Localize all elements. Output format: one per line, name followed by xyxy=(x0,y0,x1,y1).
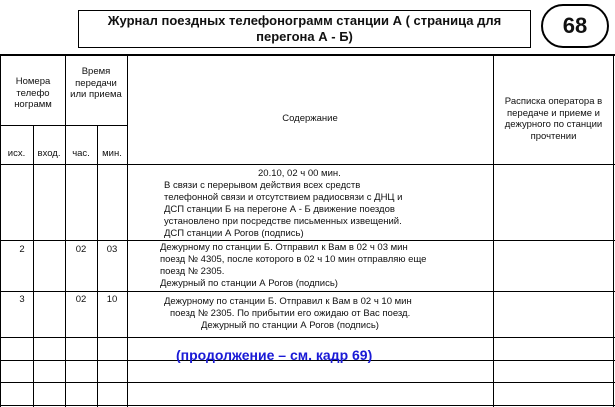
row3-bottom-line xyxy=(0,337,615,338)
row2-line2: поезд № 4305, после которого в 02 ч 10 мин отправляю еще xyxy=(160,254,427,265)
row1-line5: установлено при посредстве письменных извещений. xyxy=(164,216,402,227)
col-line-receipt xyxy=(493,54,494,407)
subheader-minute: мин. xyxy=(102,148,122,159)
row2-line3: поезд № 2305. xyxy=(160,266,225,277)
header-bottom-line xyxy=(0,164,615,165)
row3-line3: Дежурный по станции А Рогов (подпись) xyxy=(201,320,379,331)
row2-line1: Дежурному по станции Б. Отправил к Вам в 02 ч 03 мин xyxy=(160,242,408,253)
row2-hour: 02 xyxy=(75,244,87,255)
row3-outgoing: 3 xyxy=(19,294,25,305)
frame-number-badge: 68 xyxy=(541,4,609,48)
header-time: Время передачи или приема xyxy=(70,66,122,100)
subheader-hour: час. xyxy=(72,148,90,159)
row1-bottom-line xyxy=(0,240,615,241)
col-line-minutes xyxy=(97,125,98,407)
header-subrow-line xyxy=(0,125,127,126)
row1-line4: ДСП станции Б на перегоне А - Б движение поездов xyxy=(164,204,395,215)
table-border-top xyxy=(0,54,615,56)
subheader-outgoing: исх. xyxy=(7,148,26,159)
header-numbers: Номера телефо нограмм xyxy=(14,76,52,110)
row5-bottom-line xyxy=(0,382,615,383)
table-border-left xyxy=(0,54,1,407)
row1-line2: В связи с перерывом действия всех средств xyxy=(164,180,361,191)
row2-line4: Дежурный по станции А Рогов (подпись) xyxy=(160,278,338,289)
row3-minute: 10 xyxy=(106,294,118,305)
table-border-right xyxy=(613,54,614,407)
row6-bottom-line xyxy=(0,405,615,406)
subheader-incoming: вход. xyxy=(37,148,61,159)
col-line-time xyxy=(65,54,66,407)
row3-hour: 02 xyxy=(75,294,87,305)
row2-minute: 03 xyxy=(106,244,118,255)
row3-line2: поезд № 2305. По прибытии его ожидаю от Вас поезд. xyxy=(170,308,411,319)
continuation-note: (продолжение – см. кадр 69) xyxy=(176,347,373,363)
row2-bottom-line xyxy=(0,291,615,292)
header-content: Содержание xyxy=(282,113,338,124)
col-line-numbers xyxy=(33,125,34,407)
journal-title: Журнал поездных телефонограмм станции А ( страница для перегона А - Б) xyxy=(78,10,531,48)
col-line-content xyxy=(127,54,128,407)
row1-line6: ДСП станции А Рогов (подпись) xyxy=(164,228,304,239)
row1-line3: телефонной связи и отсутствием радиосвязи с ДНЦ и xyxy=(164,192,403,203)
header-receipt: Расписка оператора в передаче и приеме и дежурного по станции прочтении xyxy=(504,96,603,142)
row1-line1: 20.10, 02 ч 00 мин. xyxy=(258,168,341,179)
telephonogram-table xyxy=(0,54,615,407)
row2-outgoing: 2 xyxy=(19,244,25,255)
row3-line1: Дежурному по станции Б. Отправил к Вам в 02 ч 10 мин xyxy=(164,296,412,307)
